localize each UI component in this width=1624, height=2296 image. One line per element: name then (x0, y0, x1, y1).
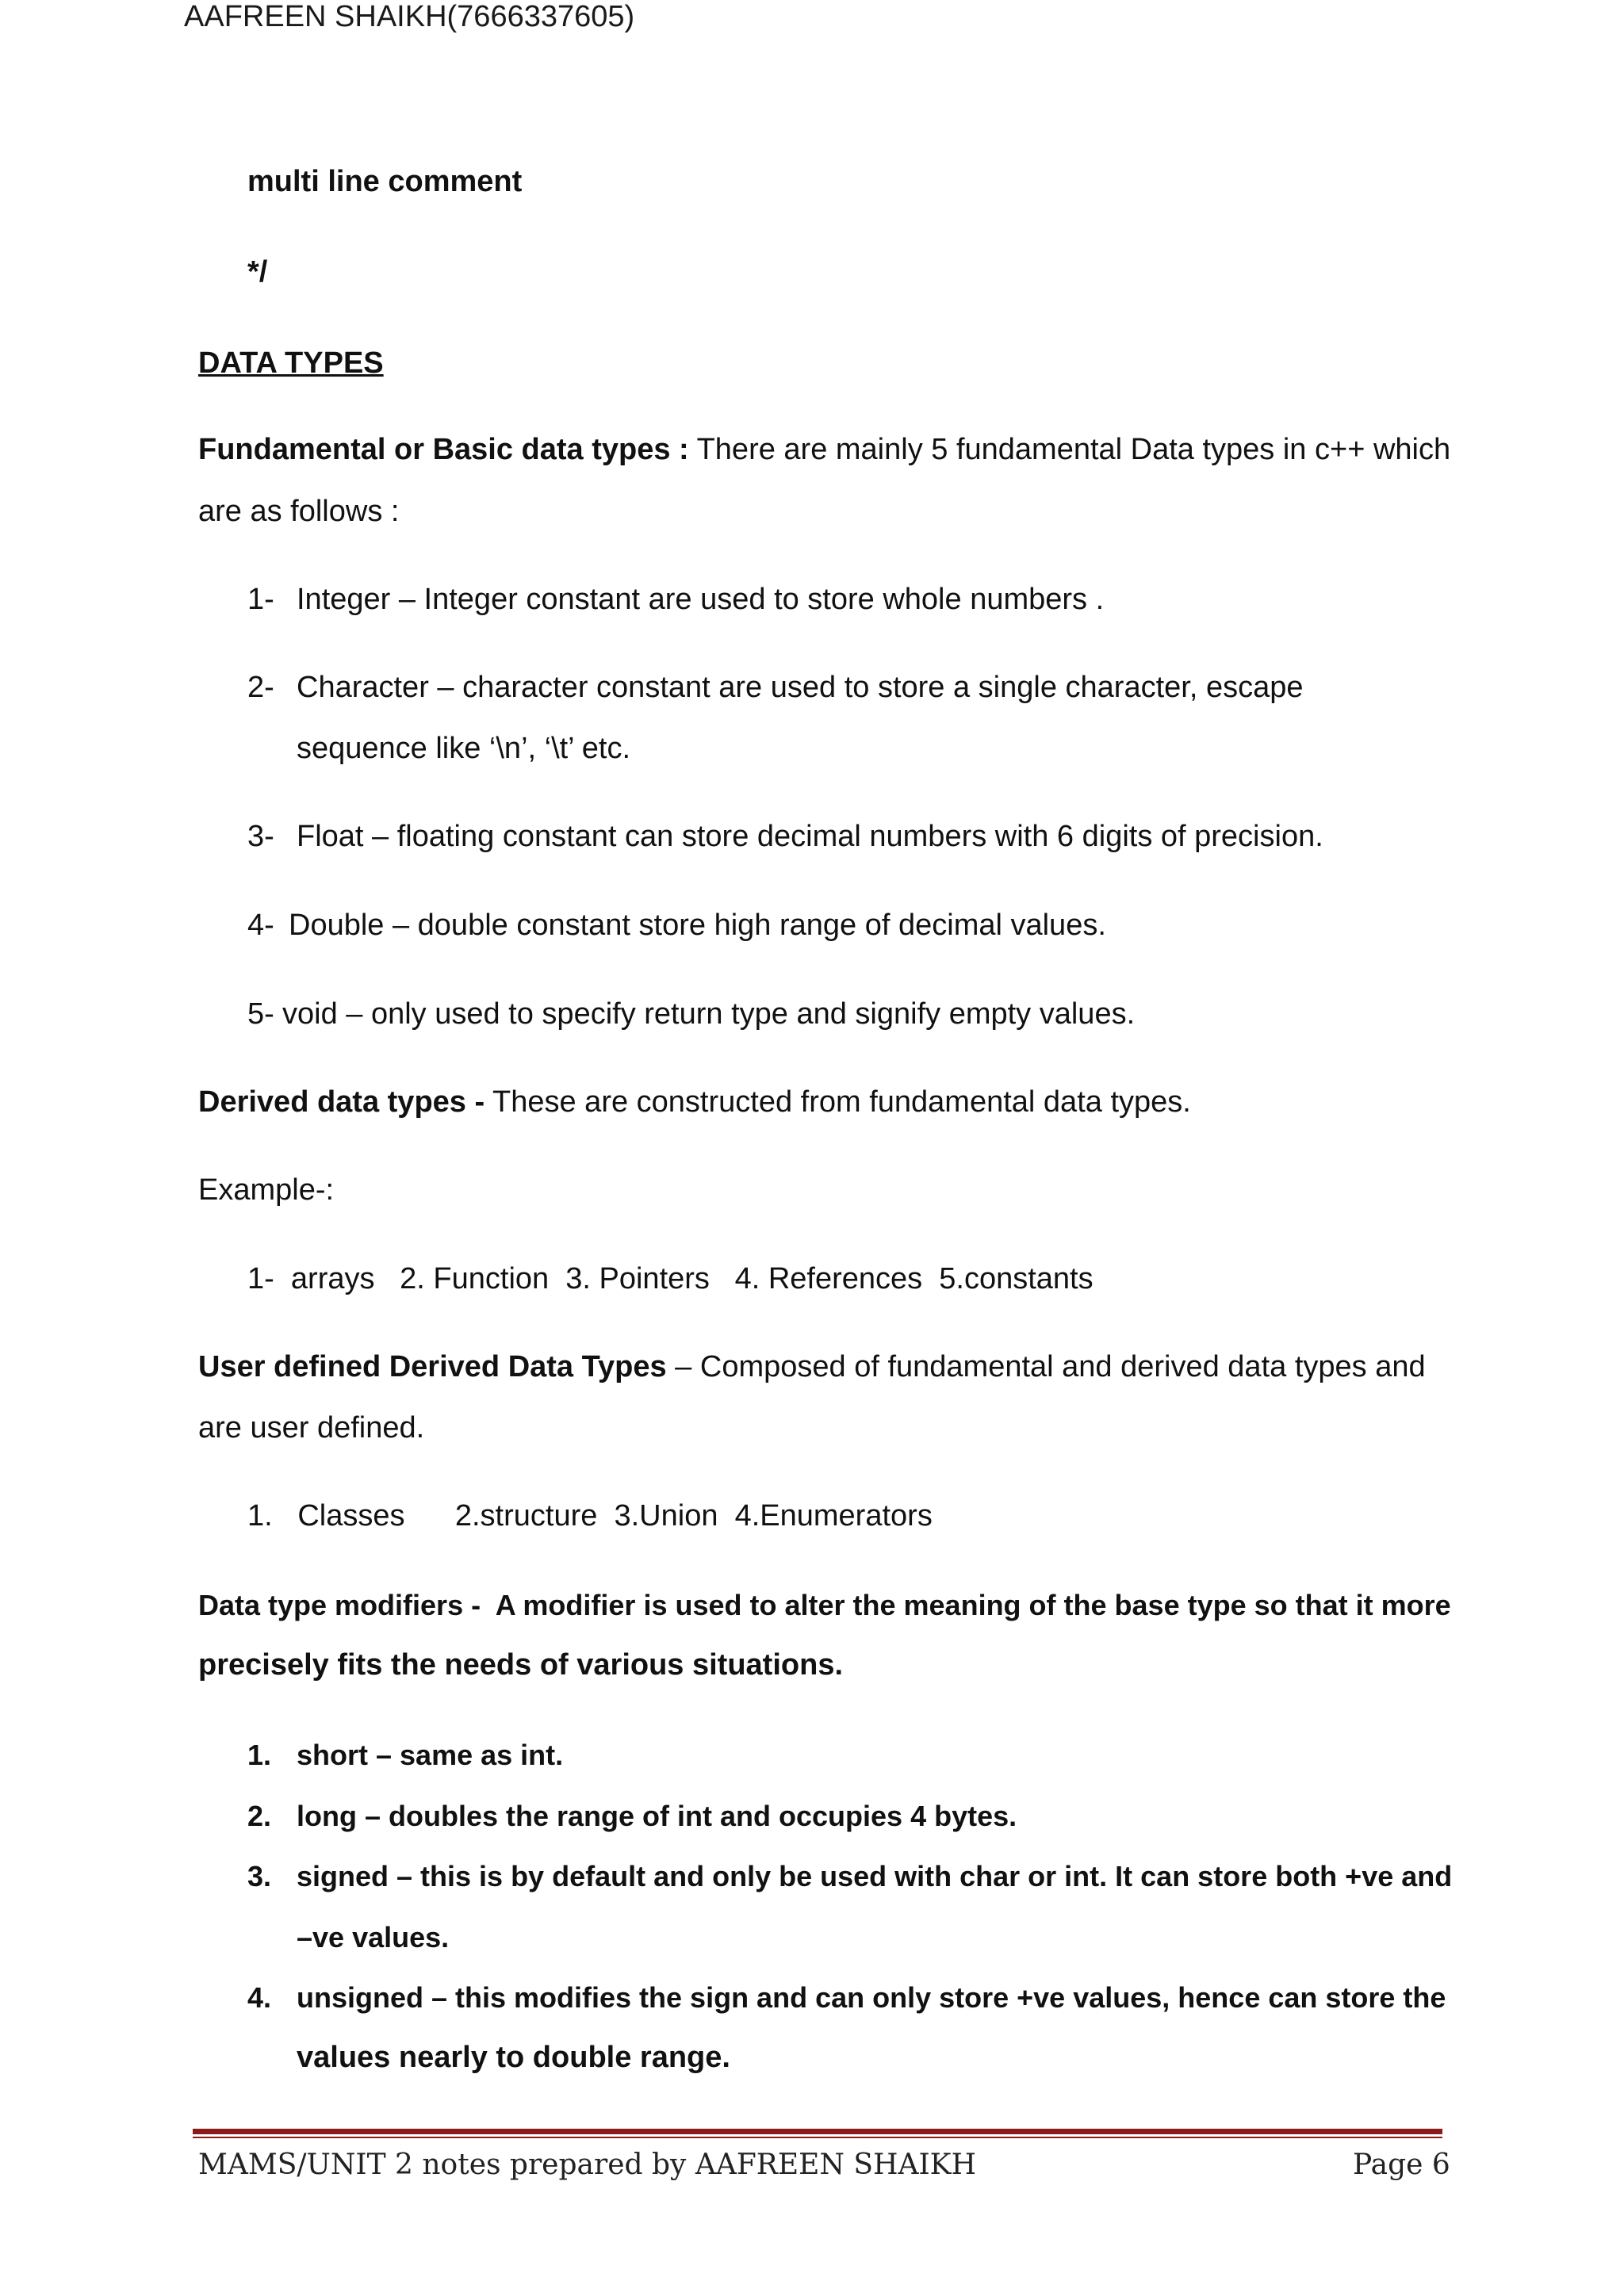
modifier-item-1-num: 1. (247, 1739, 272, 1771)
footer-rule-thin (193, 2137, 1442, 2138)
fundamental-text: There are mainly 5 fundamental Data types in c++ which (688, 433, 1451, 466)
user-defined-text: – Composed of fundamental and derived data types and (666, 1350, 1426, 1383)
modifier-item-4-text: unsigned – this modifies the sign and can only store +ve values, hence can store the (297, 1981, 1446, 2014)
modifier-item-1-text: short – same as int. (297, 1739, 564, 1771)
modifier-item-4-num: 4. (247, 1981, 272, 2014)
derived-text: These are constructed from fundamental data types. (485, 1085, 1191, 1119)
derived-label: Derived data types - (198, 1085, 485, 1119)
modifiers-paragraph-line-1 (198, 1589, 1451, 1622)
fundamental-item-2-text: Character – character constant are used to store a single character, escape (297, 671, 1304, 704)
modifier-item-3-text: signed – this is by default and only be used with char or int. It can store both +ve and (297, 1860, 1453, 1892)
derived-example-label: Example-: (198, 1173, 335, 1207)
comment-line-2: */ (247, 255, 268, 289)
user-defined-label: User defined Derived Data Types (198, 1350, 667, 1383)
modifier-item-3-text-cont: –ve values. (297, 1921, 450, 1954)
footer-left-text: MAMS/UNIT 2 notes prepared by AAFREEN SHAIKH (198, 2149, 976, 2181)
fundamental-paragraph-line-1 (198, 434, 1450, 465)
derived-paragraph (198, 1087, 1191, 1117)
comment-line-1: multi line comment (247, 165, 523, 198)
fundamental-item-1-num: 1- (247, 583, 274, 616)
user-defined-paragraph-line-1 (198, 1352, 1426, 1382)
modifiers-label: Data type modifiers - (198, 1589, 481, 1621)
fundamental-item-4-text: Double – double constant store high range of decimal values. (289, 909, 1106, 942)
fundamental-item-1-text: Integer – Integer constant are used to store whole numbers . (297, 583, 1105, 616)
footer-page-number: Page 6 (1353, 2149, 1450, 2181)
section-title-data-types: DATA TYPES (198, 346, 384, 380)
fundamental-label: Fundamental or Basic data types : (198, 433, 689, 466)
user-defined-paragraph-line-2: are user defined. (198, 1411, 425, 1445)
modifiers-text: A modifier is used to alter the meaning of the base type so that it more (481, 1589, 1451, 1621)
footer-rule-thick (193, 2129, 1442, 2134)
fundamental-paragraph-line-2: are as follows : (198, 495, 400, 528)
fundamental-item-3-num: 3- (247, 820, 274, 853)
modifier-item-4-text-cont: values nearly to double range. (297, 2041, 730, 2074)
modifier-item-2-text: long – doubles the range of int and occupies 4 bytes. (297, 1800, 1017, 1832)
modifier-item-3-num: 3. (247, 1860, 272, 1892)
fundamental-item-3-text: Float – floating constant can store decimal numbers with 6 digits of precision. (297, 820, 1323, 853)
page-header-author: AAFREEN SHAIKH(7666337605) (184, 0, 635, 33)
derived-example-items: 1- arrays 2. Function 3. Pointers 4. References 5.constants (247, 1262, 1094, 1295)
modifier-item-2-num: 2. (247, 1800, 272, 1832)
fundamental-item-5-num: 5- (247, 997, 274, 1031)
fundamental-item-2-text-cont: sequence like ‘\n’, ‘\t’ etc. (297, 732, 631, 765)
fundamental-item-5-text: void – only used to specify return type and signify empty values. (282, 997, 1136, 1031)
modifiers-paragraph-line-2: precisely fits the needs of various situations. (198, 1648, 844, 1682)
fundamental-item-2-num: 2- (247, 671, 274, 704)
fundamental-item-4-num: 4- (247, 909, 274, 942)
user-defined-items: 1. Classes 2.structure 3.Union 4.Enumerators (247, 1499, 933, 1533)
